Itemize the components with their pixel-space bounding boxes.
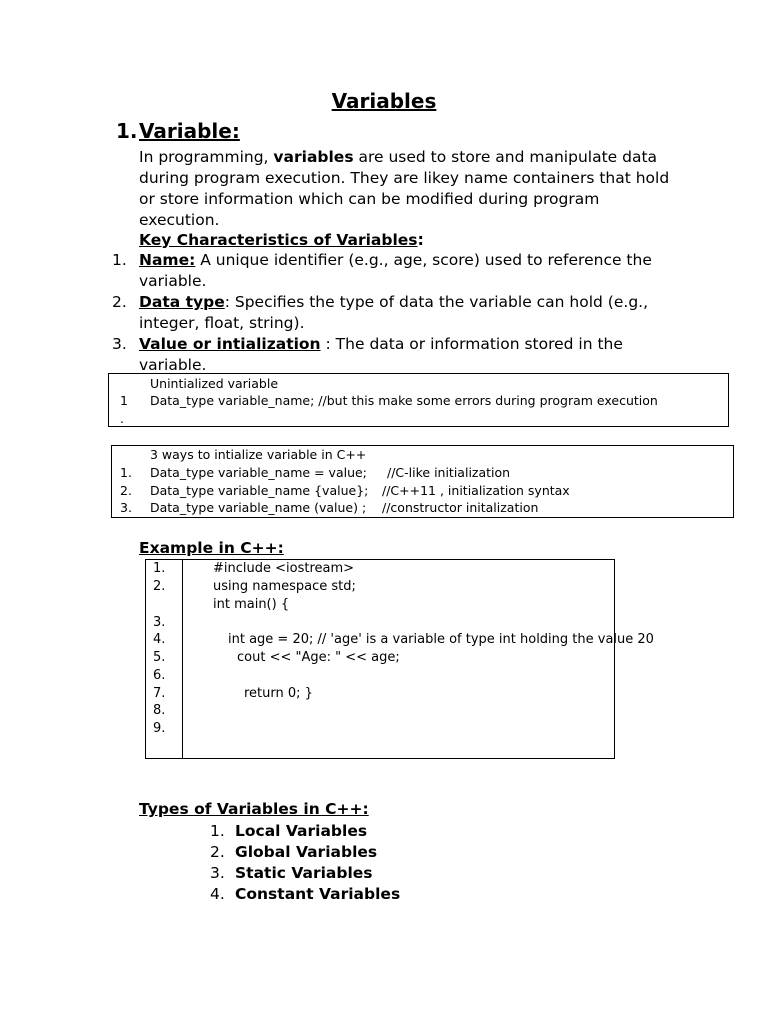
code-line: return 0; } — [244, 686, 313, 701]
list-item — [210, 884, 400, 905]
list-text: A unique identifier (e.g., age, score) used to reference the variable. — [139, 251, 652, 290]
box2-row-comment: //constructor initalization — [382, 500, 539, 515]
list-label: Name: — [139, 251, 196, 269]
box1-code-line: Data_type variable_name; //but this make some errors during program execution — [150, 393, 658, 408]
box2-row-number: 3. — [120, 500, 132, 515]
intro-bold: variables — [273, 148, 354, 166]
code-line-number: 6. — [153, 668, 166, 683]
code-line: cout << "Age: " << age; — [237, 650, 400, 665]
intro-paragraph — [139, 147, 684, 231]
box2-row-code: Data_type variable_name (value) ; — [150, 500, 367, 515]
list-number: 3. — [210, 864, 225, 882]
list-item — [210, 863, 400, 884]
types-heading: Types of Variables in C++: — [139, 800, 369, 818]
characteristics-list — [112, 250, 682, 376]
code-line: #include <iostream> — [213, 561, 355, 576]
box1-row-number: 1 — [120, 393, 128, 408]
intro-pre: In programming, — [139, 148, 274, 166]
type-label: Local Variables — [235, 822, 368, 840]
section-heading — [116, 119, 240, 143]
type-label: Static Variables — [235, 864, 373, 882]
list-text: : Specifies the type of data the variable can hold (e.g., integer, float, string). — [139, 293, 649, 332]
box1-row-dot: . — [120, 411, 124, 426]
code-line-number: 3. — [153, 615, 166, 630]
code-line: using namespace std; — [213, 579, 356, 594]
list-number: 3. — [112, 335, 127, 353]
key-heading-text: Key Characteristics of Variables — [139, 231, 418, 249]
type-label: Global Variables — [235, 843, 378, 861]
box2-row-code: Data_type variable_name = value; — [150, 465, 367, 480]
code-line: int age = 20; // 'age' is a variable of type int holding the value 20 — [228, 632, 654, 647]
box1-heading: Unintialized variable — [150, 376, 279, 391]
code-line-number: 8. — [153, 703, 166, 718]
key-heading-colon: : — [417, 230, 424, 249]
list-text: : The data or information stored in the variable. — [139, 335, 623, 374]
section-title: Variable: — [139, 119, 240, 143]
initialization-box — [111, 445, 734, 518]
code-line-number: 2. — [153, 579, 166, 594]
list-label: Data type — [139, 293, 225, 311]
code-line: int main() { — [213, 597, 290, 612]
box2-heading: 3 ways to intialize variable in C++ — [150, 447, 367, 462]
box2-row-number: 2. — [120, 483, 132, 498]
example-heading: Example in C++: — [139, 539, 284, 557]
code-line-number: 9. — [153, 721, 166, 736]
box2-row-comment: //C++11 , initialization syntax — [382, 483, 570, 498]
code-line-number: 7. — [153, 686, 166, 701]
code-line-number: 5. — [153, 650, 166, 665]
box2-row-number: 1. — [120, 465, 132, 480]
code-example-box — [145, 559, 654, 759]
uninitialized-variable-box — [108, 373, 729, 427]
list-number: 1. — [112, 251, 127, 269]
list-item — [112, 292, 682, 334]
list-item — [210, 842, 400, 863]
list-number: 2. — [112, 293, 127, 311]
section-number: 1. — [116, 119, 138, 143]
intro-post: are used to store and manipulate data during program execution. They are likey name containers that hold or store information which can be modified during program execution. — [139, 148, 670, 229]
page-title: Variables — [331, 89, 437, 113]
list-number: 1. — [210, 822, 225, 840]
types-list — [210, 821, 400, 905]
key-characteristics-heading — [139, 230, 424, 249]
list-number: 2. — [210, 843, 225, 861]
box2-row-code: Data_type variable_name {value}; — [150, 483, 369, 498]
code-line-number: 4. — [153, 632, 166, 647]
list-item — [112, 334, 682, 376]
code-line-number: 1. — [153, 561, 166, 576]
list-number: 4. — [210, 885, 225, 903]
list-item — [112, 250, 682, 292]
list-item — [210, 821, 400, 842]
type-label: Constant Variables — [235, 885, 401, 903]
code-gutter-divider — [182, 560, 183, 758]
list-label: Value or intialization — [139, 335, 321, 353]
box2-row-comment: //C-like initialization — [387, 465, 511, 480]
